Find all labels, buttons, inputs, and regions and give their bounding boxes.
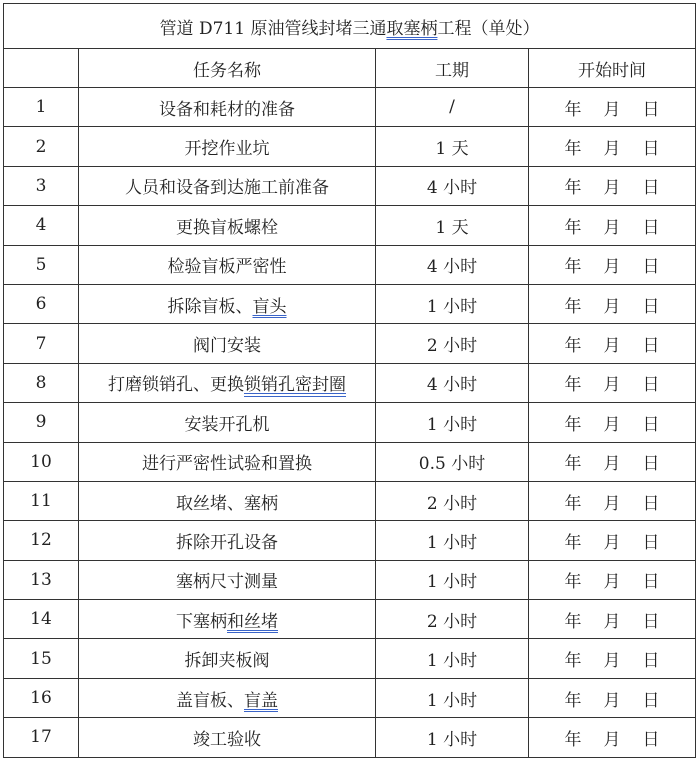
table-row (4, 127, 696, 166)
table-row (4, 88, 696, 127)
date-year: 年 (564, 572, 582, 593)
schedule-table (3, 3, 696, 758)
task-name-text: 盖盲板、 (176, 690, 244, 711)
table-row (4, 206, 696, 245)
start-time (529, 363, 696, 402)
row-number: 3 (4, 166, 79, 205)
task-name: 检验盲板严密性 (79, 245, 376, 284)
row-number: 5 (4, 245, 79, 284)
duration: 2 小时 (376, 600, 529, 639)
task-name-text: 拆除盲板、 (167, 296, 253, 317)
duration: 1 天 (376, 127, 529, 166)
date-month: 月 (603, 532, 621, 553)
date-day: 日 (642, 139, 660, 160)
table-row (4, 284, 696, 323)
duration: 4 小时 (376, 245, 529, 284)
date-year: 年 (564, 493, 582, 514)
start-time (529, 600, 696, 639)
date-day: 日 (642, 493, 660, 514)
start-time (529, 442, 696, 481)
duration: 1 小时 (376, 284, 529, 323)
task-name-underlined: 盲盖 (244, 690, 278, 711)
task-name: 阀门安装 (79, 324, 376, 363)
start-time (529, 521, 696, 560)
start-time (529, 245, 696, 284)
start-time (529, 166, 696, 205)
row-number: 11 (4, 481, 79, 520)
date-day: 日 (642, 454, 660, 475)
row-number: 8 (4, 363, 79, 402)
start-time (529, 127, 696, 166)
date-day: 日 (642, 414, 660, 435)
duration: 4 小时 (376, 363, 529, 402)
row-number: 15 (4, 639, 79, 678)
duration: / (376, 88, 529, 127)
date-year: 年 (564, 257, 582, 278)
date-year: 年 (564, 296, 582, 317)
date-month: 月 (603, 178, 621, 199)
date-year: 年 (564, 729, 582, 750)
task-name: 设备和耗材的准备 (79, 88, 376, 127)
start-time (529, 284, 696, 323)
date-day: 日 (642, 651, 660, 672)
date-month: 月 (603, 139, 621, 160)
date-month: 月 (603, 257, 621, 278)
duration: 1 天 (376, 206, 529, 245)
row-number: 14 (4, 600, 79, 639)
task-name-text: 下塞柄 (176, 611, 227, 632)
task-name: 更换盲板螺栓 (79, 206, 376, 245)
title-row (4, 4, 696, 49)
task-name: 竣工验收 (79, 718, 376, 757)
date-month: 月 (603, 217, 621, 238)
start-time (529, 88, 696, 127)
date-day: 日 (642, 532, 660, 553)
row-number: 2 (4, 127, 79, 166)
table-row (4, 245, 696, 284)
date-month: 月 (603, 336, 621, 357)
date-day: 日 (642, 572, 660, 593)
duration: 1 小时 (376, 521, 529, 560)
start-time (529, 718, 696, 757)
table-row (4, 678, 696, 717)
task-name: 取丝堵、塞柄 (79, 481, 376, 520)
table-row (4, 560, 696, 599)
duration: 1 小时 (376, 639, 529, 678)
date-day: 日 (642, 375, 660, 396)
duration: 1 小时 (376, 678, 529, 717)
start-time (529, 403, 696, 442)
table-row (4, 481, 696, 520)
date-month: 月 (603, 99, 621, 120)
header-number (4, 49, 79, 88)
date-month: 月 (603, 611, 621, 632)
header-row (4, 49, 696, 88)
date-year: 年 (564, 651, 582, 672)
task-name: 塞柄尺寸测量 (79, 560, 376, 599)
start-time (529, 678, 696, 717)
duration: 4 小时 (376, 166, 529, 205)
task-name: 开挖作业坑 (79, 127, 376, 166)
date-month: 月 (603, 296, 621, 317)
title-text-3: 工程（单处） (437, 18, 540, 39)
task-name (79, 284, 376, 323)
task-name: 拆除开孔设备 (79, 521, 376, 560)
table-row (4, 403, 696, 442)
date-year: 年 (564, 532, 582, 553)
date-year: 年 (564, 178, 582, 199)
task-name (79, 363, 376, 402)
date-day: 日 (642, 296, 660, 317)
date-day: 日 (642, 178, 660, 199)
date-year: 年 (564, 217, 582, 238)
date-day: 日 (642, 336, 660, 357)
header-task-name: 任务名称 (79, 49, 376, 88)
date-month: 月 (603, 454, 621, 475)
row-number: 12 (4, 521, 79, 560)
row-number: 6 (4, 284, 79, 323)
row-number: 16 (4, 678, 79, 717)
title-text-1: 管道 D711 原油管线封堵三通 (159, 18, 387, 39)
date-year: 年 (564, 99, 582, 120)
date-month: 月 (603, 572, 621, 593)
date-month: 月 (603, 414, 621, 435)
date-month: 月 (603, 493, 621, 514)
date-year: 年 (564, 690, 582, 711)
table-row (4, 363, 696, 402)
date-month: 月 (603, 651, 621, 672)
table-title (4, 4, 696, 49)
date-year: 年 (564, 414, 582, 435)
row-number: 7 (4, 324, 79, 363)
task-name-underlined: 和丝堵 (227, 611, 278, 632)
date-year: 年 (564, 336, 582, 357)
duration: 0.5 小时 (376, 442, 529, 481)
task-name-text: 打磨锁销孔、更换 (108, 375, 244, 396)
table-row (4, 442, 696, 481)
row-number: 10 (4, 442, 79, 481)
date-month: 月 (603, 690, 621, 711)
header-start-time: 开始时间 (529, 49, 696, 88)
date-day: 日 (642, 99, 660, 120)
start-time (529, 639, 696, 678)
task-name-underlined: 盲头 (252, 296, 287, 317)
table-row (4, 639, 696, 678)
task-name (79, 678, 376, 717)
start-time (529, 560, 696, 599)
task-name-underlined: 锁销孔密封圈 (244, 375, 346, 396)
date-year: 年 (564, 454, 582, 475)
duration: 1 小时 (376, 718, 529, 757)
date-year: 年 (564, 375, 582, 396)
start-time (529, 206, 696, 245)
task-name (79, 600, 376, 639)
date-month: 月 (603, 729, 621, 750)
task-name: 安装开孔机 (79, 403, 376, 442)
table-row (4, 718, 696, 757)
duration: 1 小时 (376, 560, 529, 599)
duration: 2 小时 (376, 324, 529, 363)
date-year: 年 (564, 139, 582, 160)
date-month: 月 (603, 375, 621, 396)
table-row (4, 521, 696, 560)
table-row (4, 600, 696, 639)
row-number: 13 (4, 560, 79, 599)
start-time (529, 481, 696, 520)
title-text-underlined: 取塞柄 (386, 18, 438, 39)
date-year: 年 (564, 611, 582, 632)
date-day: 日 (642, 217, 660, 238)
date-day: 日 (642, 611, 660, 632)
table-row (4, 324, 696, 363)
task-name: 进行严密性试验和置换 (79, 442, 376, 481)
duration: 2 小时 (376, 481, 529, 520)
duration: 1 小时 (376, 403, 529, 442)
row-number: 9 (4, 403, 79, 442)
date-day: 日 (642, 257, 660, 278)
table-row (4, 166, 696, 205)
row-number: 17 (4, 718, 79, 757)
task-name: 拆卸夹板阀 (79, 639, 376, 678)
date-day: 日 (642, 690, 660, 711)
task-name: 人员和设备到达施工前准备 (79, 166, 376, 205)
header-duration: 工期 (376, 49, 529, 88)
row-number: 4 (4, 206, 79, 245)
row-number: 1 (4, 88, 79, 127)
date-day: 日 (642, 729, 660, 750)
start-time (529, 324, 696, 363)
